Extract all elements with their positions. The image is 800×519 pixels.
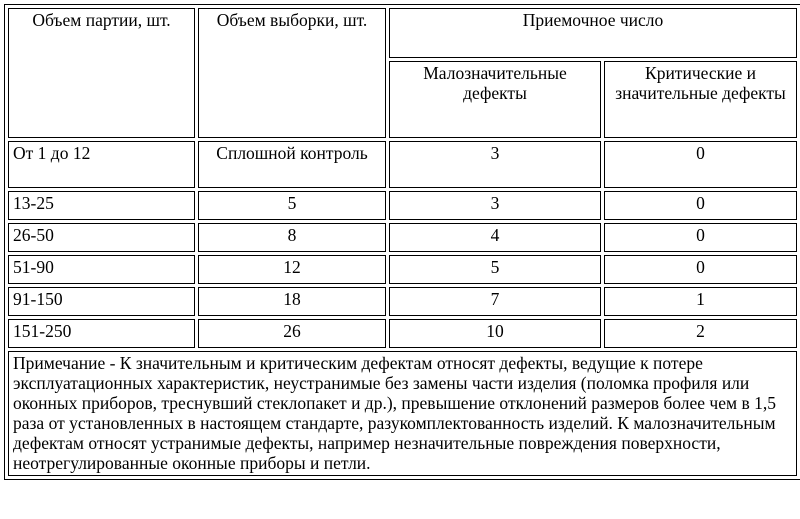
- header-row-top: [8, 8, 797, 58]
- cell-critical: 0: [604, 191, 797, 220]
- cell-minor: 10: [389, 319, 601, 348]
- table-note: Примечание - К значительным и критическим дефектам относят дефекты, ведущие к потере эксплуатационных характеристик, неустранимые без замены части изделия (поломка профиля или оконных приборов, треснувший стеклопакет и др.), превышение отклонений размеров более чем в 1,5 раза от установленных в настоящем стандарте, разукомплектованность изделий. К малозначительным дефектам относят устранимые дефекты, например незначительные повреждения поверхности, неотрегулированные оконные приборы и петли.: [8, 351, 797, 476]
- cell-batch: От 1 до 12: [8, 141, 195, 188]
- header-minor-defects: Малозначительные дефекты: [389, 61, 601, 138]
- cell-critical: 2: [604, 319, 797, 348]
- cell-sample: 5: [198, 191, 386, 220]
- cell-critical: 1: [604, 287, 797, 316]
- table-row: [8, 191, 797, 220]
- table-row: [8, 255, 797, 284]
- cell-minor: 5: [389, 255, 601, 284]
- header-critical-major-defects: Критические и значительные дефекты: [604, 61, 797, 138]
- cell-batch: 13-25: [8, 191, 195, 220]
- cell-batch: 91-150: [8, 287, 195, 316]
- cell-critical: 0: [604, 223, 797, 252]
- acceptance-table: [4, 4, 800, 480]
- cell-batch: 151-250: [8, 319, 195, 348]
- cell-critical: 0: [604, 141, 797, 188]
- cell-batch: 51-90: [8, 255, 195, 284]
- cell-sample: Сплошной контроль: [198, 141, 386, 188]
- table-row: [8, 319, 797, 348]
- header-batch-size: Объем партии, шт.: [8, 8, 195, 138]
- acceptance-table-wrapper: [4, 4, 800, 480]
- note-row: [8, 351, 797, 476]
- cell-minor: 4: [389, 223, 601, 252]
- cell-critical: 0: [604, 255, 797, 284]
- table-row: [8, 287, 797, 316]
- cell-batch: 26-50: [8, 223, 195, 252]
- header-acceptance-number: Приемочное число: [389, 8, 797, 58]
- header-sample-size: Объем выборки, шт.: [198, 8, 386, 138]
- table-row: [8, 223, 797, 252]
- cell-minor: 3: [389, 191, 601, 220]
- cell-sample: 26: [198, 319, 386, 348]
- cell-sample: 8: [198, 223, 386, 252]
- cell-minor: 7: [389, 287, 601, 316]
- cell-minor: 3: [389, 141, 601, 188]
- cell-sample: 12: [198, 255, 386, 284]
- cell-sample: 18: [198, 287, 386, 316]
- table-row: [8, 141, 797, 188]
